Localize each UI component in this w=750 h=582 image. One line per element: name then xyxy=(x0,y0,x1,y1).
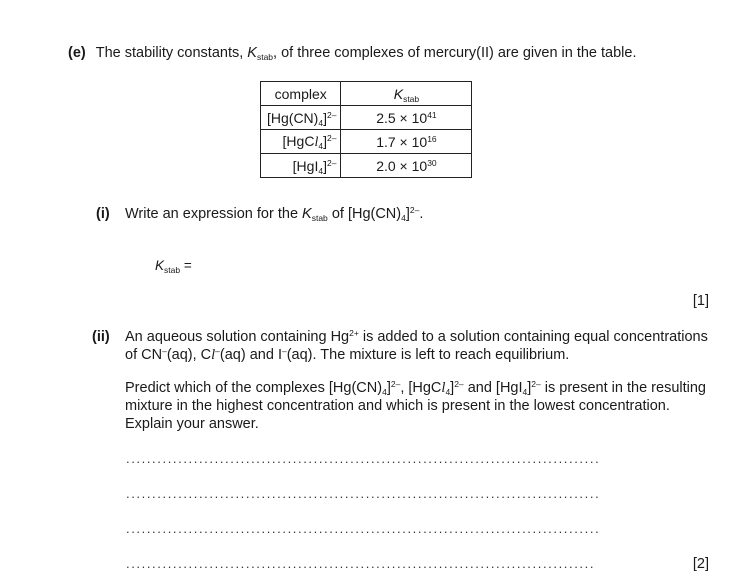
complex-cell: $[HgI_4]^{2-}$ xyxy=(261,154,341,178)
kstab-answer-area[interactable]: $K_{stab}$ = xyxy=(155,258,192,275)
question-e xyxy=(68,45,637,61)
answer-line[interactable]: ........................................................................................... xyxy=(126,521,601,536)
complex-cell: $[Hg(CN)_4]^{2-}$ xyxy=(261,106,341,130)
part-e-label: (e) xyxy=(68,45,86,61)
marks-ii: [2] xyxy=(692,556,709,572)
question-i xyxy=(96,206,110,222)
k-value-cell: $2.0 \times 10^{30}$ xyxy=(341,154,472,178)
part-e-intro-b: , of three complexes of mercury(II) are given in the table. xyxy=(273,45,637,61)
answer-line[interactable]: ........................................................................................... xyxy=(126,451,601,466)
k-value-cell: $1.7 \times 10^{16}$ xyxy=(341,130,472,154)
complex-cell: [HgCl$_4$]$^{2-}$ xyxy=(261,130,341,154)
question-i-text: Write an expression for the $K_{stab}$ of $[Hg(CN)_4]^{2-}$. xyxy=(125,205,424,223)
table-row xyxy=(261,130,472,154)
table-row xyxy=(261,154,472,178)
stability-constants-table xyxy=(260,81,472,178)
question-ii-para-2: Predict which of the complexes $[Hg(CN)_4]^{2-}$, [HgCl$_4$]$^{2-}$ and $[HgI_4]^{2-}$ is present in the resulting mixture in the highest concentration and which is present in the lowest concentration. Explain your answer. xyxy=(125,379,706,432)
k-symbol: K xyxy=(247,45,257,61)
k-value-cell: $2.5 \times 10^{41}$ xyxy=(341,106,472,130)
marks-i: [1] xyxy=(692,293,709,309)
col-complex-header: complex xyxy=(261,82,341,106)
part-ii-label: (ii) xyxy=(92,329,110,345)
question-ii xyxy=(92,329,110,345)
table-header-row xyxy=(261,82,472,106)
answer-line[interactable]: ........................................................................................... xyxy=(126,486,601,501)
part-e-intro-a: The stability constants, xyxy=(95,45,248,61)
table-row xyxy=(261,106,472,130)
k-subscript: stab xyxy=(256,52,274,62)
question-ii-para-1: An aqueous solution containing $Hg^{2+}$ is added to a solution containing equal concentrations of CN–(aq), Cl–(aq) and I–(aq). The mixture is left to reach equilibrium. xyxy=(125,328,708,363)
answer-line[interactable]: .......................................................................................... xyxy=(126,556,596,571)
part-i-label: (i) xyxy=(96,206,110,222)
col-k-header: $K_{stab}$ xyxy=(341,82,472,106)
